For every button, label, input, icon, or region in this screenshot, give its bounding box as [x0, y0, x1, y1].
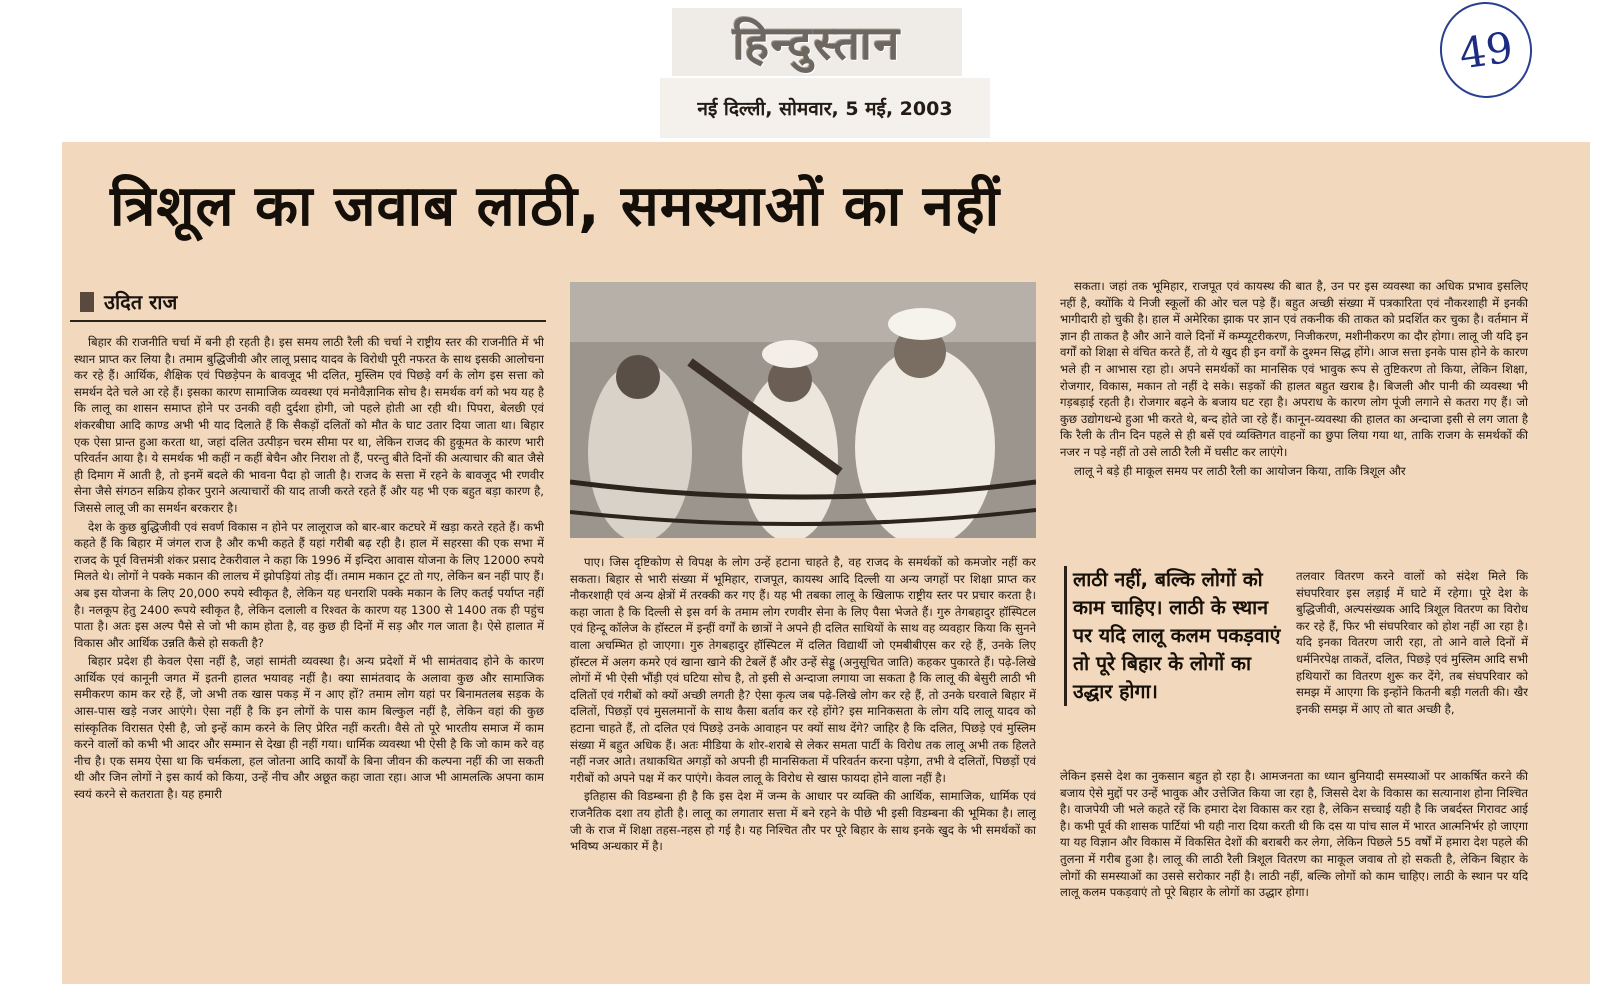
column-1	[74, 334, 544, 982]
column-3-paragraph: सकता। जहां तक भूमिहार, राजपूत एवं कायस्थ की बात है, उन पर इस व्यवस्था का अधिक प्रभाव इसलिए नहीं है, क्योंकि ये निजी स्कूलों की ओर चल पड़े हैं। बहुत अच्छी संख्या में पत्रकारिता एवं नौकरशाही में इनकी भागीदारी हो चुकी है। हाल में अमेरिका झाक पर ज्ञान एवं तकनीक की ताकत को प्रदर्शित कर चुका है। वर्तमान में ज्ञान ही ताकत है और आने वाले दिनों में कम्प्यूटरीकरण, निजीकरण, मशीनीकरण का दौर होगा। लालू जी यदि इन वर्गों को शिक्षा से वंचित करते हैं, तो ये खुद ही इन वर्गों के दुश्मन सिद्ध होंगे। आज सत्ता इनके पास होने के कारण भले ही न आभास रहा हो। अपने समर्थकों का मानसिक एवं भावुक रूप से तुष्टिकरण तो किया, लेकिन शिक्षा, रोजगार, विकास, मकान तो नहीं दे सके। सड़कों की हालत बहुत खराब है। बिजली और पानी की व्यवस्था भी गड़बड़ाई रहती है। रोजगार बढ़ने के बजाय घट रहा है। अपराध के कारण लोग पूंजी लगाने से कतरा गए हैं। जो कुछ उद्योगधन्धे हुआ भी करते थे, बन्द होते जा रहे हैं। कानून-व्यवस्था की हालत का अन्दाजा इसी से लग जाता है कि रैली के तीन दिन पहले से ही बसें एवं व्यक्तिगत वाहनों का छुपा लिया गया था, ताकि राजग के समर्थकों की नजर न पड़े नहीं तो उसे लाठी रैली में घसीट कर लाएंगे।	[1060, 279, 1528, 459]
headline: त्रिशूल का जवाब लाठी, समस्याओं का नहीं	[110, 174, 1001, 239]
dateline: नई दिल्ली, सोमवार, 5 मई, 2003	[660, 78, 990, 138]
column-3-paragraph: लालू ने बड़े ही माकूल समय पर लाठी रैली का आयोजन किया, ताकि त्रिशूल और	[1074, 463, 1406, 478]
column-3	[1060, 278, 1528, 562]
column-1-paragraph: बिहार प्रदेश ही केवल ऐसा नहीं है, जहां सामंती व्यवस्था है। अन्य प्रदेशों में भी सामंतवाद होने के कारण आर्थिक एवं कानूनी जगत में इतनी हालत भयावह नहीं है। क्या सामंतवाद के अलावा कुछ और सामाजिक समीकरण काम कर रहे हैं, जो अभी तक खास पकड़ में न आए हों? तमाम लोग यहां पर बिनामतलब सड़क के आस-पास खड़े नजर आएंगे। ऐसा नहीं है कि इन लोगों के पास काम बिल्कुल नहीं है, लेकिन वहां की कुछ सांस्कृतिक विरासत ऐसी है, जो इन्हें काम करने के लिए प्रेरित नहीं करती। वैसे तो पूरे भारतीय समाज में काम करने वालों को कभी भी आदर और सम्मान से देखा ही नहीं गया। धार्मिक व्यवस्था भी ऐसी है कि जो काम करे वह नीच है। एक समय ऐसा था कि चर्मकला, हल जोतना आदि कार्यों के बिना जीवन की कल्पना नहीं की जा सकती थी और जिन लोगों ने इस कार्य को किया, उन्हें नीच और अछूत कहा जाता रहा। आज भी आमलत्कि अपना काम स्वयं करने से कतराता है। यह हमारी	[74, 654, 544, 802]
column-2-paragraph: पाए। जिस दृष्टिकोण से विपक्ष के लोग उन्हें हटाना चाहते है, वह राजद के समर्थकों को कमजोर नहीं कर सकता। बिहार से भारी संख्या में भूमिहार, राजपूत, कायस्थ आदि दिल्ली या अन्य जगहों पर शिक्षा प्राप्त कर नौकरशाही एवं अन्य क्षेत्रों में तरक्की कर गए हैं। यह भी तबका लालू के खिलाफ राष्ट्रीय स्तर पर प्रचार करता है। कहा जाता है कि दिल्ली से इस वर्ग के तमाम लोग रणवीर सेना के लिए पैसा भेजते हैं। गुरु तेगबहादुर हॉस्पिटल एवं हिन्दू कॉलेज के हॉस्टल में इन्हीं वर्गों के छात्रों ने अपने ही दलित साथियों के साथ वह व्यवहार किया कि सुनने वाला अचम्भित हो जाएगा। गुरु तेगबहादुर हॉस्पिटल में दलित विद्यार्थी जो एमबीबीएस कर रहे हैं, उनके लिए हॉस्टल में अलग कमरे एवं खाना खाने की टेबलें हैं और उन्हें सेड्डू (अनुसूचित जाति) कहकर पुकारते हैं। पढ़े-लिखे लोगों में भी ऐसी भौंड़ी एवं घटिया सोच है, तो इसी से अन्दाजा लगाया जा सकता है कि लालू की बेसुरी लाठी भी दलितों एवं गरीबों को क्यों अच्छी लगती है? ऐसा कृत्य जब पढ़े-लिखे लोग कर रहे हैं, तो उनके घरवाले बिहार में दलितों, पिछड़ों एवं मुसलमानों के साथ कैसा बर्ताव कर रहे होंगे? इस मानिकसता के लोग यदि लालू यादव को हटाना चाहते हैं, तो दलित एवं पिछड़े उनके आवाहन पर क्यों साथ देंगे? जाहिर है कि दलित, पिछड़े एवं मुस्लिम संख्या में बहुत अधिक हैं। अतः मीडिया के शोर-शराबे से लेकर समता पार्टी के विरोध तक लालू अभी तक हिलते नहीं नजर आते। तथाकथित अगड़ों को अपनी ही मानसिकता में परिवर्तन करना पड़ेगा, तभी वे दलितों, पिछड़ों एवं गरीबों को अपने पक्ष में कर पाएंगे। केवल लालू के विरोध से खास फायदा होने वाला नहीं है।	[570, 555, 1036, 785]
column-3-paragraph: लेकिन इससे देश का नुकसान बहुत हो रहा है। आमजनता का ध्यान बुनियादी समस्याओं पर आकर्षित करने की बजाय ऐसे मुद्दों पर उन्हें भावुक और उत्तेजित किया जा रहा है, जिससे देश के विकास का सत्यानाश होना निश्चित है। वाजपेयी जी भले कहते रहें कि हमारा देश विकास कर रहा है, लेकिन सच्चाई यही है कि जबर्दस्त गिरावट आई है। कभी पूर्व की शासक पार्टियां भी यही नारा दिया करती थी कि दस या पांच साल में भारत आत्मनिर्भर हो जाएगा या यह विज्ञान और विकास में विकसित देशों की बराबरी कर लेगा, लेकिन पिछले 55 वर्षों में हमारा देश पहले की तुलना में गरीब हुआ है। लालू की लाठी रैली त्रिशूल वितरण का माकूल जवाब तो हो सकती है, लेकिन बिहार के लोगों की समस्याओं का उससे सरोकार नहीं है। लाठी नहीं, बल्कि लोगों को काम चाहिए। लाठी के स्थान पर यदि लालू कलम पकड़वाएं तो पूरे बिहार के लोगों का उद्धार होगा।	[1060, 769, 1528, 900]
byline-rule	[70, 320, 546, 322]
rally-photo	[570, 282, 1036, 538]
column-3-paragraph: तलवार वितरण करने वालों को संदेश मिले कि संघपरिवार इस लड़ाई में घाटे में रहेगा। पूरे देश के बुद्धिजीवी, अल्पसंख्यक आदि त्रिशूल वितरण का विरोध कर रहे हैं, फिर भी संघपरिवार को होश नहीं आ रहा है। यदि इनका वितरण जारी रहा, तो आने वाले दिनों में धर्मनिरपेक्ष ताकतें, दलित, पिछड़े एवं मुस्लिम आदि सभी हथियारों का वितरण शुरू कर देंगे, तब संघपरिवार को समझ में आएगा कि इन्होंने कितनी बड़ी गलती की। खैर इनकी समझ में आए तो बात अच्छी है,	[1296, 569, 1528, 716]
column-3-bottom	[1060, 768, 1528, 982]
photo	[570, 282, 1036, 538]
pull-quote: लाठी नहीं, बल्कि लोगों को काम चाहिए। लाठी के स्थान पर यदि लालू कलम पकड़वाएं तो पूरे बिहार के लोगों का उद्धार होगा।	[1064, 566, 1287, 706]
column-2-paragraph: इतिहास की विडम्बना ही है कि इस देश में जन्म के आधार पर व्यक्ति की आर्थिक, सामाजिक, धार्मिक एवं राजनैतिक दशा तय होती है। लालू का लगातार सत्ता में बने रहने के पीछे भी इसी विडम्बना की भूमिका है। लालू जी के राज में शिक्षा तहस-नहस हो गई है। यह निश्चित तौर पर पूरे बिहार के साथ इनके खुद के भी समर्थकों का भविष्य अन्धकार में है।	[570, 789, 1036, 854]
column-3-right	[1296, 568, 1528, 764]
masthead-logo: हिन्दुस्तान	[672, 8, 962, 76]
byline-marker	[80, 292, 94, 312]
folio-number: 49	[1434, 0, 1538, 104]
byline-author: उदित राज	[104, 290, 178, 314]
column-2	[570, 554, 1036, 982]
byline	[80, 288, 177, 315]
column-1-paragraph: देश के कुछ बुद्धिजीवी एवं सवर्ण विकास न होने पर लालूराज को बार-बार कटघरे में खड़ा करते रहते हैं। कभी कहते हैं कि बिहार में जंगल राज है और कभी कहते हैं यहां गरीबी बढ़ रही है। हाल में सहरसा की एक सभा में राजद के पूर्व वित्तमंत्री शंकर प्रसाद टेकरीवाल ने कहा कि 1996 में इन्दिरा आवास योजना के लिए 12000 रुपये मिलते थे। लोगों ने पक्के मकान की लालच में झोपड़ियां तोड़ दीं। तमाम मकान टूट तो गए, लेकिन बन नहीं पाए हैं। अब इस योजना के लिए 20,000 रुपये स्वीकृत है, लेकिन यह धनराशि पक्के मकान के लिए कतई पर्याप्त नहीं है। नलकूप हेतु 2400 रूपये स्वीकृत है, लेकिन दलाली व रिश्वत के कारण यह 1300 से 1400 तक ही पहुंच पाता है। अतः इस अल्प पैसे से जो भी काम होता है, वह कुछ ही दिनों में सड़ और गल जाता है। ऐसे हालात में विकास और आर्थिक उन्नति कैसे हो सकती है?	[74, 519, 544, 650]
column-1-paragraph: बिहार की राजनीति चर्चा में बनी ही रहती है। इस समय लाठी रैली की चर्चा ने राष्ट्रीय स्तर की राजनीति में भी स्थान प्राप्त कर लिया है। तमाम बुद्धिजीवी और लालू प्रसाद यादव के विरोधी पूरी नफरत के साथ इसकी आलोचना कर रहे हैं। आर्थिक, शैक्षिक एवं पिछड़ेपन के बावजूद भी दलित, मुस्लिम एवं पिछड़े वर्ग के लोग इस सत्ता को समर्थन देते चले आ रहे हैं। इसका कारण सामाजिक व्यवस्था एवं मनोवैज्ञानिक सोच है। समर्थक वर्ग को भय यह है कि लालू का शासन समाप्त होने पर उनकी वही दुर्दशा होगी, जो पहले होती आ रही थी। पिपरा, बेलछी एवं शंकरबीघा आदि काण्ड अभी भी याद दिलाते हैं कि सैकड़ों दलितों को मौत के घाट उतार दिया जाता था। बिहार एक ऐसा प्रान्त हुआ करता था, जहां दलित उत्पीड़न चरम सीमा पर था, लेकिन राजद की हुकूमत के कारण भारी परिवर्तन आया है। ये समर्थक भी कहीं न कहीं बेचैन और निराश तो हैं, परन्तु बीते दिनों की अत्याचार की बात जैसे ही दिमाग में आती है, तो इनमें बदले की भावना पैदा हो जाती है। राजद के सत्ता में रहने के बावजूद भी रणवीर सेना जैसे संगठन सक्रिय होकर पुराने अत्याचारों की याद ताजी करते रहते हैं और यह भी एक बहुत बड़ा कारण है, जिससे लालू जी का समर्थन बरकरार है।	[74, 335, 544, 515]
